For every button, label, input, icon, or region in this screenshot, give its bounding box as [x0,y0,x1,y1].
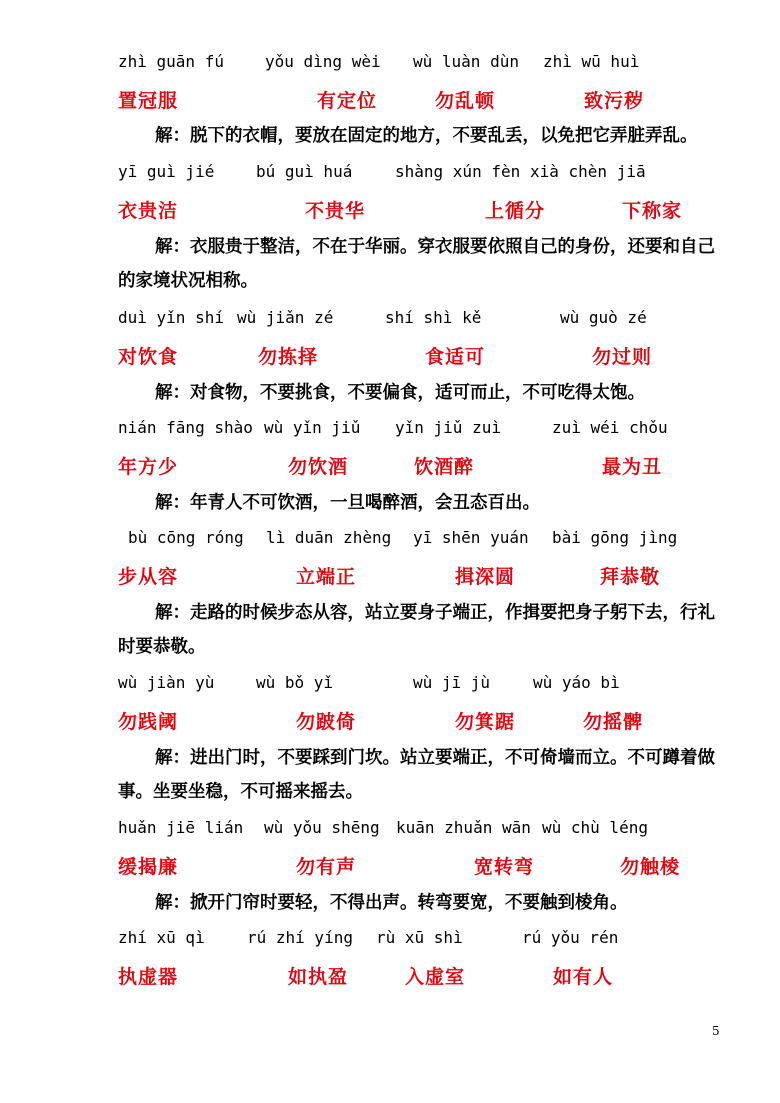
word: 勿摇髀 [583,711,644,733]
pinyin-row [0,928,780,958]
word: 勿有声 [296,856,357,878]
pinyin: rú zhí yíng [247,928,353,947]
word: 致污秽 [584,90,645,112]
explanation: 解：掀开门帘时要轻，不得出声。转弯要宽，不要触到棱角。 [155,893,628,913]
pinyin: zhì guān fú [118,52,224,71]
word: 食适可 [425,346,486,368]
pinyin: bù cōng róng [128,528,244,547]
word: 对饮食 [118,346,179,368]
pinyin: xià chèn jiā [530,162,646,181]
pinyin: bài gōng jìng [552,528,678,547]
word-row [0,852,780,882]
word: 上循分 [485,200,546,222]
pinyin: wù jī jù [413,673,491,692]
word: 有定位 [317,90,378,112]
pinyin: duì yǐn shí [118,308,224,327]
word: 揖深圆 [455,566,516,588]
pinyin: wù yáo bì [533,673,620,692]
pinyin-row [0,528,780,558]
word: 执虚器 [118,966,179,988]
pinyin: yī guì jié [118,162,215,181]
pinyin-row [0,673,780,703]
word: 勿跛倚 [296,711,357,733]
pinyin: rú yǒu rén [522,928,619,947]
pinyin: yǐn jiǔ zuì [395,418,501,437]
pinyin: rù xū shì [376,928,463,947]
pinyin: nián fāng shào [118,418,253,437]
pinyin: yī shēn yuán [413,528,529,547]
word: 勿过则 [592,346,653,368]
page-number: 5 [712,1024,720,1038]
word: 饮酒醉 [414,456,475,478]
pinyin: wù chù léng [542,818,648,837]
word-row [0,342,780,372]
word: 衣贵洁 [118,200,179,222]
pinyin: shí shì kě [385,308,482,327]
word: 如执盈 [288,966,349,988]
word: 如有人 [553,966,614,988]
word-row [0,196,780,226]
word: 勿乱顿 [435,90,496,112]
pinyin: shàng xún fèn [395,162,521,181]
pinyin-row [0,418,780,448]
pinyin: zhì wū huì [543,52,640,71]
word: 置冠服 [118,90,179,112]
word: 宽转弯 [474,856,535,878]
pinyin: zhí xū qì [118,928,205,947]
pinyin-row [0,162,780,192]
pinyin: kuān zhuǎn wān [396,818,531,837]
pinyin: wù luàn dùn [413,52,519,71]
pinyin-row [0,52,780,82]
word: 勿践阈 [118,711,179,733]
pinyin: huǎn jiē lián [118,818,244,837]
explanation: 解：年青人不可饮酒，一旦喝醉酒，会丑态百出。 [155,493,540,513]
pinyin: wù guò zé [560,308,647,327]
word: 勿触棱 [620,856,681,878]
pinyin: wù yǒu shēng [264,818,380,837]
pinyin: bú guì huá [256,162,353,181]
explanation: 解：衣服贵于整洁，不在于华丽。穿衣服要依照自己的身份，还要和自己的家境状况相称。 [118,237,715,291]
pinyin: lì duān zhèng [266,528,392,547]
word: 步从容 [118,566,179,588]
pinyin: wù yǐn jiǔ [264,418,361,437]
explanation: 解：进出门时，不要踩到门坎。站立要端正，不可倚墙而立。不可蹲着做事。坐要坐稳，不可摇来摇去。 [118,748,715,802]
word: 拜恭敬 [600,566,661,588]
word: 立端正 [296,566,357,588]
word: 入虚室 [405,966,466,988]
word-row [0,86,780,116]
word-row [0,562,780,592]
explanation: 解：脱下的衣帽，要放在固定的地方，不要乱丢，以免把它弄脏弄乱。 [155,126,698,146]
pinyin: wù bǒ yǐ [256,673,334,692]
word: 勿箕踞 [455,711,516,733]
word-row [0,707,780,737]
pinyin-row [0,818,780,848]
word: 缓揭廉 [118,856,179,878]
word: 勿饮酒 [288,456,349,478]
word: 最为丑 [602,456,663,478]
pinyin: wù jiàn yù [118,673,215,692]
word-row [0,452,780,482]
pinyin: yǒu dìng wèi [265,52,381,71]
pinyin: wù jiǎn zé [237,308,334,327]
word: 下称家 [622,200,683,222]
pinyin: zuì wéi chǒu [552,418,668,437]
pinyin-row [0,308,780,338]
word-row [0,962,780,992]
word: 不贵华 [305,200,366,222]
explanation: 解：走路的时候步态从容，站立要身子端正，作揖要把身子躬下去，行礼时要恭敬。 [118,603,715,657]
explanation: 解：对食物，不要挑食，不要偏食，适可而止，不可吃得太饱。 [155,383,645,403]
word: 年方少 [118,456,179,478]
word: 勿拣择 [258,346,319,368]
